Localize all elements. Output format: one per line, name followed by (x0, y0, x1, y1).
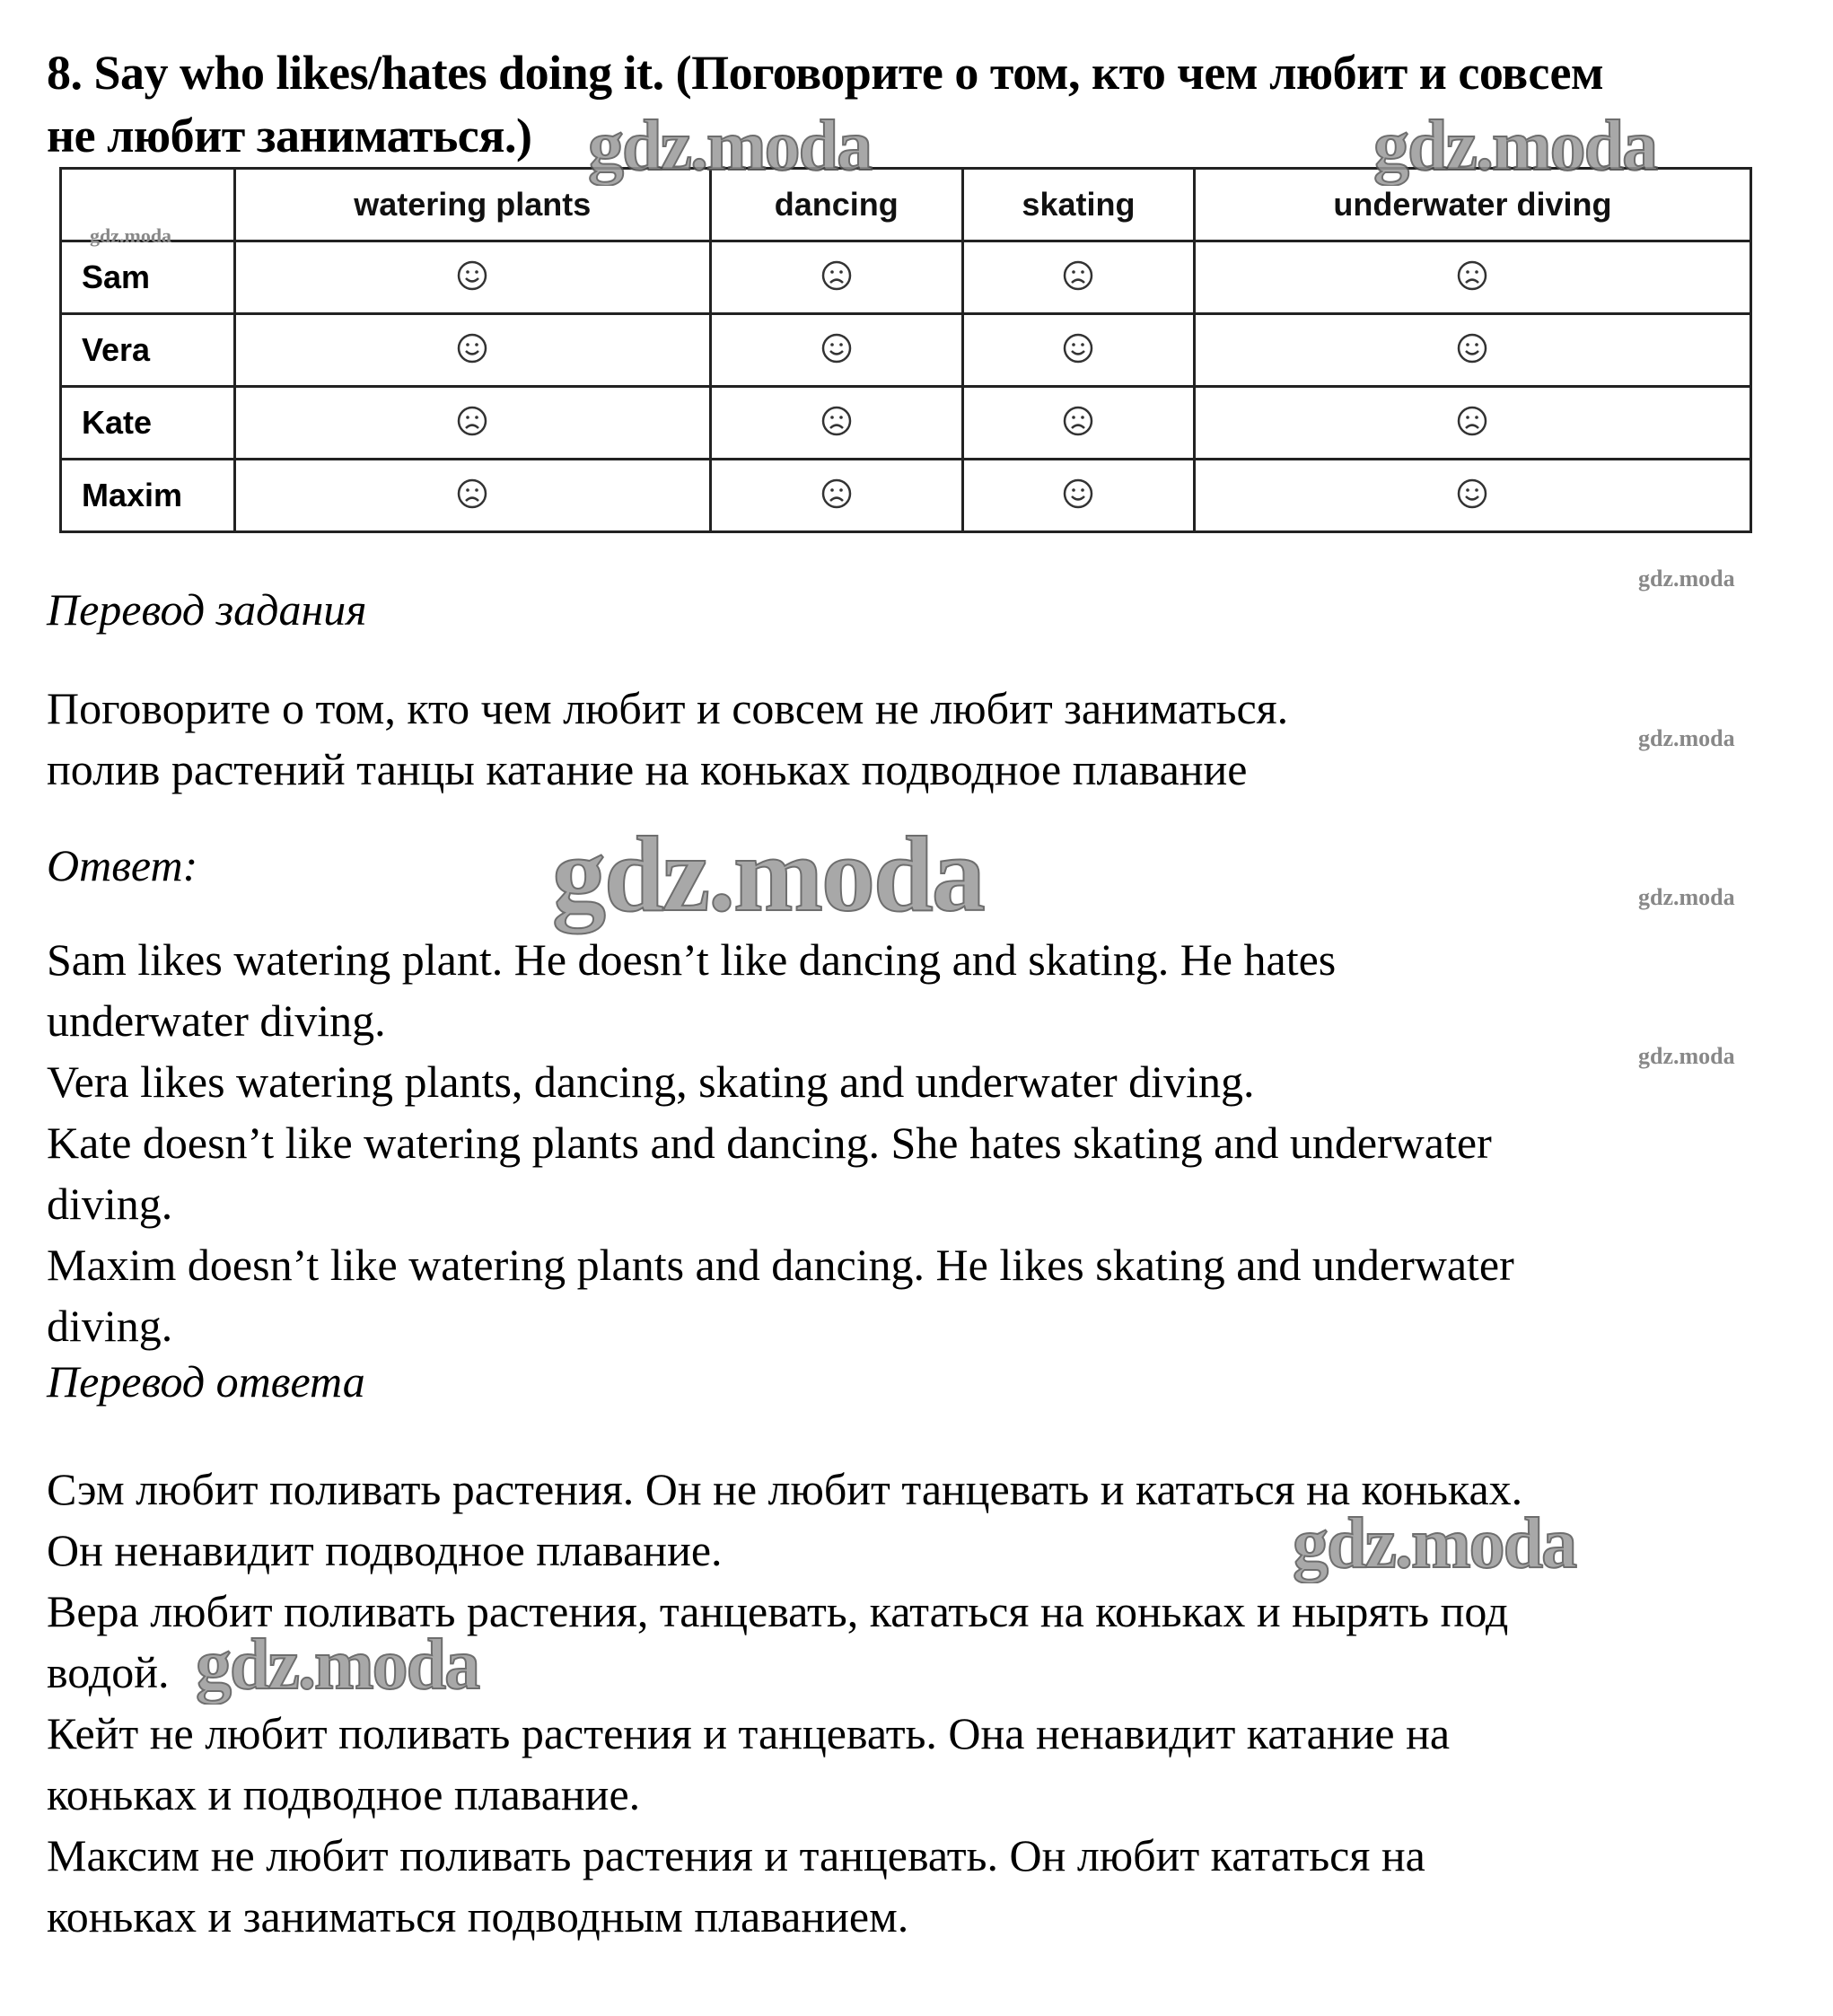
row-name: Sam (61, 241, 235, 314)
text-line: коньках и заниматься подводным плаванием. (47, 1891, 909, 1941)
cell-dancing (710, 460, 962, 532)
cell-skating (962, 314, 1194, 387)
cell-skating (962, 241, 1194, 314)
cell-watering-plants (235, 460, 711, 532)
watermark-large: gdz.moda (1293, 1504, 1576, 1583)
sad-face-icon (820, 259, 853, 292)
answer-translation-heading: Перевод ответа (47, 1356, 365, 1407)
watermark-small: gdz.moda (1638, 565, 1735, 592)
sad-face-icon (1062, 259, 1094, 292)
smiley-face-icon (1456, 478, 1488, 510)
task-translation-text (47, 678, 1806, 800)
watermark-large: gdz.moda (196, 1626, 479, 1705)
cell-underwater-diving (1194, 387, 1750, 460)
watermark-small: gdz.moda (1638, 884, 1735, 910)
sad-face-icon (820, 478, 853, 510)
header-underwater-diving: underwater diving (1194, 169, 1750, 241)
cell-watering-plants (235, 314, 711, 387)
sad-face-icon (456, 405, 488, 437)
answer-heading: Ответ: (47, 840, 198, 890)
cell-dancing (710, 387, 962, 460)
sad-face-icon (1456, 259, 1488, 292)
header-watering-plants: watering plants (235, 169, 711, 241)
smiley-face-icon (1062, 478, 1094, 510)
table-row (61, 387, 1751, 460)
cell-skating (962, 387, 1194, 460)
cell-watering-plants (235, 241, 711, 314)
cell-dancing (710, 314, 962, 387)
watermark-large: gdz.moda (588, 107, 872, 186)
text-line: водой. (47, 1647, 170, 1697)
watermark-small: gdz.moda (1638, 725, 1735, 751)
text-line: Sam likes watering plant. He doesn’t like dancing and skating. He hates (47, 934, 1337, 985)
watermark-large: gdz.moda (552, 814, 984, 933)
text-line: полив растений танцы катание на коньках подводное плавание (47, 744, 1248, 794)
text-line: diving. (47, 1179, 173, 1229)
table-row (61, 241, 1751, 314)
text-line: underwater diving. (47, 995, 386, 1046)
cell-underwater-diving (1194, 460, 1750, 532)
table-row (61, 460, 1751, 532)
text-line: Vera likes watering plants, dancing, skating and underwater diving. (47, 1056, 1255, 1107)
sad-face-icon (1456, 405, 1488, 437)
title-line-1: 8. Say who likes/hates doing it. (Поговорите о том, кто чем любит и совсем (47, 46, 1604, 100)
text-line: Кейт не любит поливать растения и танцевать. Она ненавидит катание на (47, 1708, 1451, 1758)
sad-face-icon (456, 478, 488, 510)
watermark-small: gdz.moda (90, 224, 172, 247)
title-line-2: не любит заниматься.) (47, 109, 532, 162)
sad-face-icon (820, 405, 853, 437)
row-name: Kate (61, 387, 235, 460)
answer-text (47, 929, 1806, 1356)
smiley-face-icon (1456, 332, 1488, 364)
cell-watering-plants (235, 387, 711, 460)
likes-table (59, 167, 1752, 533)
text-line: Сэм любит поливать растения. Он не любит танцевать и кататься на коньках. (47, 1464, 1523, 1514)
header-dancing: dancing (710, 169, 962, 241)
header-skating: skating (962, 169, 1194, 241)
sad-face-icon (1062, 405, 1094, 437)
text-line: Поговорите о том, кто чем любит и совсем не любит заниматься. (47, 683, 1289, 733)
cell-dancing (710, 241, 962, 314)
table-row (61, 314, 1751, 387)
cell-underwater-diving (1194, 241, 1750, 314)
smiley-face-icon (820, 332, 853, 364)
cell-underwater-diving (1194, 314, 1750, 387)
cell-skating (962, 460, 1194, 532)
text-line: Вера любит поливать растения, танцевать, кататься на коньках и нырять под (47, 1586, 1509, 1636)
text-line: diving. (47, 1301, 173, 1351)
text-line: Kate doesn’t like watering plants and dancing. She hates skating and underwater (47, 1118, 1492, 1168)
text-line: Он ненавидит подводное плавание. (47, 1525, 723, 1575)
smiley-face-icon (1062, 332, 1094, 364)
text-line: Maxim doesn’t like watering plants and dancing. He likes skating and underwater (47, 1240, 1514, 1290)
text-line: Максим не любит поливать растения и танцевать. Он любит кататься на (47, 1830, 1425, 1880)
smiley-face-icon (456, 259, 488, 292)
watermark-large: gdz.moda (1373, 107, 1657, 186)
smiley-face-icon (456, 332, 488, 364)
row-name: Vera (61, 314, 235, 387)
row-name: Maxim (61, 460, 235, 532)
task-translation-heading: Перевод задания (47, 584, 367, 635)
watermark-small: gdz.moda (1638, 1043, 1735, 1069)
text-line: коньках и подводное плавание. (47, 1769, 641, 1819)
